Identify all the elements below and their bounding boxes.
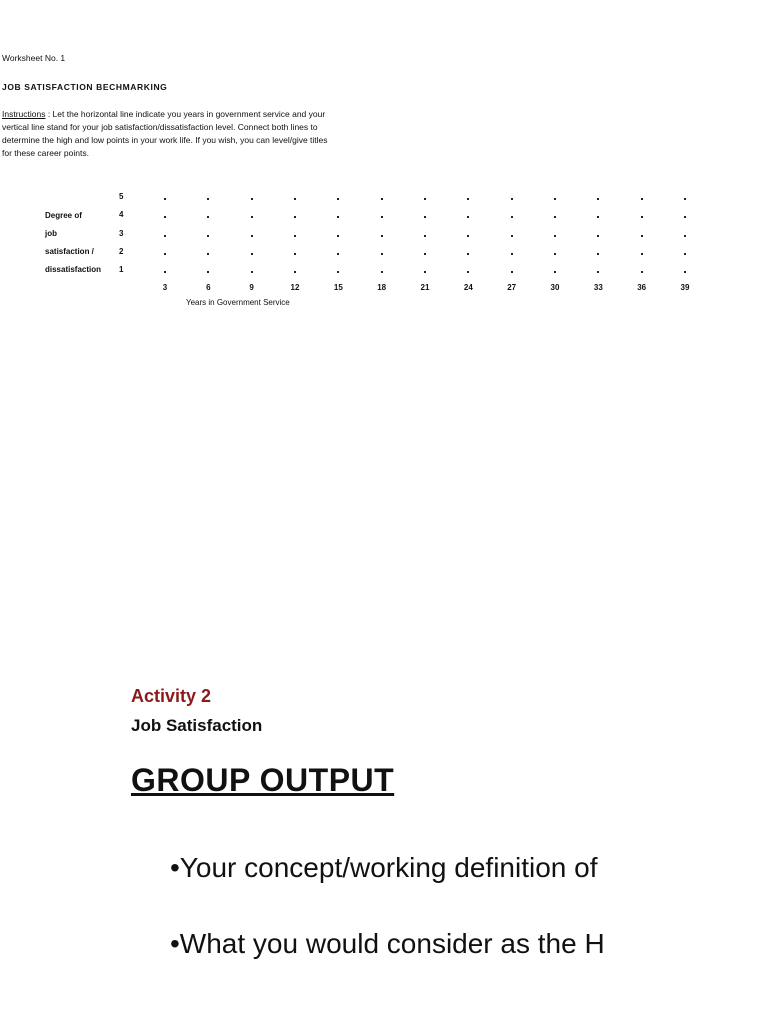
x-tick-label: 12 — [290, 283, 300, 292]
chart-point — [641, 216, 643, 218]
chart-point — [684, 235, 686, 237]
chart-point — [207, 216, 209, 218]
x-tick-label: 39 — [680, 283, 690, 292]
x-tick-label: 36 — [637, 283, 647, 292]
chart-point — [207, 235, 209, 237]
chart-point — [511, 271, 513, 273]
chart-point — [381, 271, 383, 273]
instructions-label: Instructions — [2, 109, 46, 119]
chart-point — [337, 271, 339, 273]
chart-point — [337, 216, 339, 218]
group-output-title: GROUP OUTPUT — [131, 762, 395, 798]
chart-point — [251, 198, 253, 200]
instructions — [2, 108, 332, 160]
chart-point — [467, 198, 469, 200]
chart-point — [164, 216, 166, 218]
chart-point — [424, 235, 426, 237]
chart-point — [554, 235, 556, 237]
chart-point — [381, 253, 383, 255]
chart-point — [207, 271, 209, 273]
chart-point — [294, 253, 296, 255]
chart-point — [684, 253, 686, 255]
worksheet-title: JOB SATISFACTION BECHMARKING — [2, 82, 168, 92]
chart-point — [207, 198, 209, 200]
y-tick-label: 3 — [119, 228, 124, 238]
x-tick-label: 21 — [420, 283, 430, 292]
x-tick-label: 9 — [249, 283, 254, 292]
chart-point — [294, 271, 296, 273]
chart-point — [164, 253, 166, 255]
y-tick-label: 2 — [119, 246, 124, 256]
bullet-item-1: •Your concept/working definition of — [170, 852, 598, 883]
chart-point — [207, 253, 209, 255]
chart-point — [597, 198, 599, 200]
chart-point — [337, 253, 339, 255]
chart-point — [381, 198, 383, 200]
activity-heading: Activity 2 — [131, 686, 212, 706]
chart-point — [424, 253, 426, 255]
y-axis-label-line-4: dissatisfaction — [45, 265, 102, 274]
chart-point — [597, 271, 599, 273]
chart-point — [337, 198, 339, 200]
chart-point — [511, 253, 513, 255]
x-tick-label: 33 — [593, 283, 603, 292]
bullet-item-2: •What you would consider as the H — [170, 928, 605, 959]
x-tick-label: 15 — [333, 283, 343, 292]
y-tick-label: 1 — [119, 265, 124, 274]
chart-point — [511, 198, 513, 200]
chart-point — [684, 198, 686, 200]
chart-point — [511, 235, 513, 237]
chart-point — [251, 253, 253, 255]
chart-point — [467, 216, 469, 218]
chart-point — [597, 216, 599, 218]
x-tick-label: 3 — [162, 283, 168, 292]
chart-point — [251, 271, 253, 273]
chart-point — [381, 235, 383, 237]
chart-point — [641, 253, 643, 255]
chart-point — [467, 271, 469, 273]
chart-point — [467, 253, 469, 255]
chart-point — [554, 198, 556, 200]
chart-point — [684, 271, 686, 273]
y-tick-label: 4 — [119, 210, 124, 220]
chart-point — [251, 216, 253, 218]
x-tick-label: 24 — [463, 283, 473, 292]
chart-point — [597, 253, 599, 255]
worksheet-number: Worksheet No. 1 — [2, 53, 66, 63]
chart-point — [554, 253, 556, 255]
chart-point — [294, 235, 296, 237]
chart-point — [164, 198, 166, 200]
y-axis-label-line-3: satisfaction / — [45, 247, 94, 256]
chart-point — [641, 198, 643, 200]
x-tick-label: 27 — [507, 283, 517, 292]
chart-point — [641, 235, 643, 237]
chart-point — [251, 235, 253, 237]
chart-point — [511, 216, 513, 218]
y-tick-label: 5 — [119, 192, 124, 201]
chart-point — [641, 271, 643, 273]
chart-point — [554, 271, 556, 273]
activity-subheading: Job Satisfaction — [131, 716, 263, 735]
x-tick-label: 6 — [206, 283, 211, 292]
chart-point — [424, 198, 426, 200]
x-axis-label: Years in Government Service — [186, 298, 290, 307]
x-tick-label: 30 — [550, 283, 560, 292]
y-axis-label-line-1: Degree of — [45, 211, 82, 220]
chart-point — [164, 271, 166, 273]
chart-point — [684, 216, 686, 218]
chart-point — [294, 216, 296, 218]
chart-point — [164, 235, 166, 237]
y-axis-label-line-2: job — [45, 229, 57, 238]
chart-point — [294, 198, 296, 200]
chart-point — [424, 216, 426, 218]
chart-point — [597, 235, 599, 237]
chart-point — [424, 271, 426, 273]
x-tick-label: 18 — [377, 283, 387, 292]
chart-point — [381, 216, 383, 218]
chart-point — [467, 235, 469, 237]
instructions-text: : Let the horizontal line indicate you years in government service and your vertical line stand for your job satisfaction/dissatisfaction level. Connect both lines to determine the high and low points in your work life. If you wish, you can level/give titles for these career points. — [2, 109, 328, 158]
chart-point — [554, 216, 556, 218]
chart-point — [337, 235, 339, 237]
